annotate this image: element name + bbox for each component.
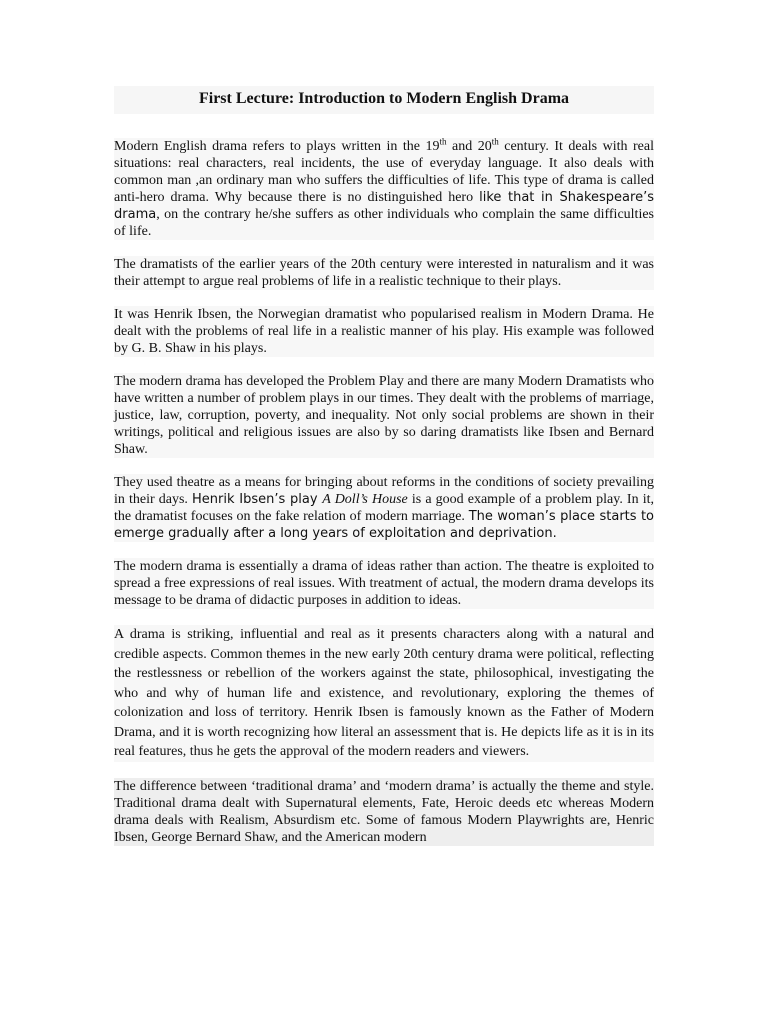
p5-text-a: They used theatre as a means for bringing about reforms in the conditions of society prevailing in their days. bbox=[114, 475, 654, 507]
page-title: First Lecture: Introduction to Modern English Drama bbox=[114, 86, 654, 114]
p1-text-d: like that in Shakespeare’s drama bbox=[114, 190, 654, 222]
p1-text-b: and 20 bbox=[446, 139, 492, 154]
p1-sup-1: th bbox=[439, 136, 447, 147]
paragraph-7: A drama is striking, influential and real as it presents characters along with a natural and credible aspects. Common themes in the new early 20th century drama were political, reflecting the restlessness or rebellion of the workers against the state, philosophical, investigating the who and why of human life and existence, and revolutionary, exploring the themes of colonization and loss of territory. Henrik Ibsen is famously known as the Father of Modern Drama, and it is worth recognizing how literal an assessment that is. He depicts life as it is in its real features, thus he gets the approval of the modern readers and viewers. bbox=[114, 625, 654, 762]
p1-sup-2: th bbox=[491, 136, 499, 147]
p5-text-b: Henrik Ibsen’s play bbox=[192, 492, 323, 507]
p5-play-title: A Doll’s House bbox=[322, 492, 408, 507]
paragraph-3: It was Henrik Ibsen, the Norwegian dramatist who popularised realism in Modern Drama. He dealt with the problems of real life in a realistic manner of his play. His example was followed by G. B. Shaw in his plays. bbox=[114, 307, 654, 356]
paragraph-8: The difference between ‘traditional drama’ and ‘modern drama’ is actually the theme and style. Traditional drama dealt with Supernatural elements, Fate, Heroic deeds etc whereas Modern drama deals with Realism, Absurdism etc. Some of famous Modern Playwrights are, Henric Ibsen, George Bernard Shaw, and the American modern bbox=[114, 778, 654, 845]
p5-text-e: The woman’s place starts to emerge gradually after a long years of exploitation and deprivation. bbox=[114, 509, 655, 541]
paragraph-5 bbox=[114, 474, 654, 542]
p5-text-d: is a good example of a problem play. In it, the dramatist focuses on the fake relation of modern marriage. bbox=[114, 492, 654, 524]
p1-text-a: Modern English drama refers to plays written in the 19 bbox=[114, 139, 440, 154]
paragraph-4: The modern drama has developed the Problem Play and there are many Modern Dramatists who have written a number of problem plays in our times. They dealt with the problems of marriage, justice, law, corruption, poverty, and inequality. Not only social problems are shown in their writings, political and religious issues are also by so daring dramatists like Ibsen and Bernard Shaw. bbox=[114, 374, 654, 457]
paragraph-6: The modern drama is essentially a drama of ideas rather than action. The theatre is exploited to spread a free expressions of real issues. With treatment of actual, the modern drama develops its message to be drama of didactic purposes in addition to ideas. bbox=[114, 559, 654, 608]
paragraph-2: The dramatists of the earlier years of the 20th century were interested in naturalism and it was their attempt to argue real problems of life in a realistic technique to their plays. bbox=[114, 257, 654, 289]
paragraph-1 bbox=[114, 138, 654, 240]
document-body bbox=[114, 86, 654, 862]
p1-text-c: century. It deals with real situations: real characters, real incidents, the use of everyday language. It also deals with common man ,an ordinary man who suffers the difficulties of life. This type of drama is called anti-hero drama. Why because there is no distinguished hero bbox=[114, 139, 654, 205]
p1-text-e: , on the contrary he/she suffers as other individuals who complain the same difficulties of life. bbox=[114, 207, 654, 239]
